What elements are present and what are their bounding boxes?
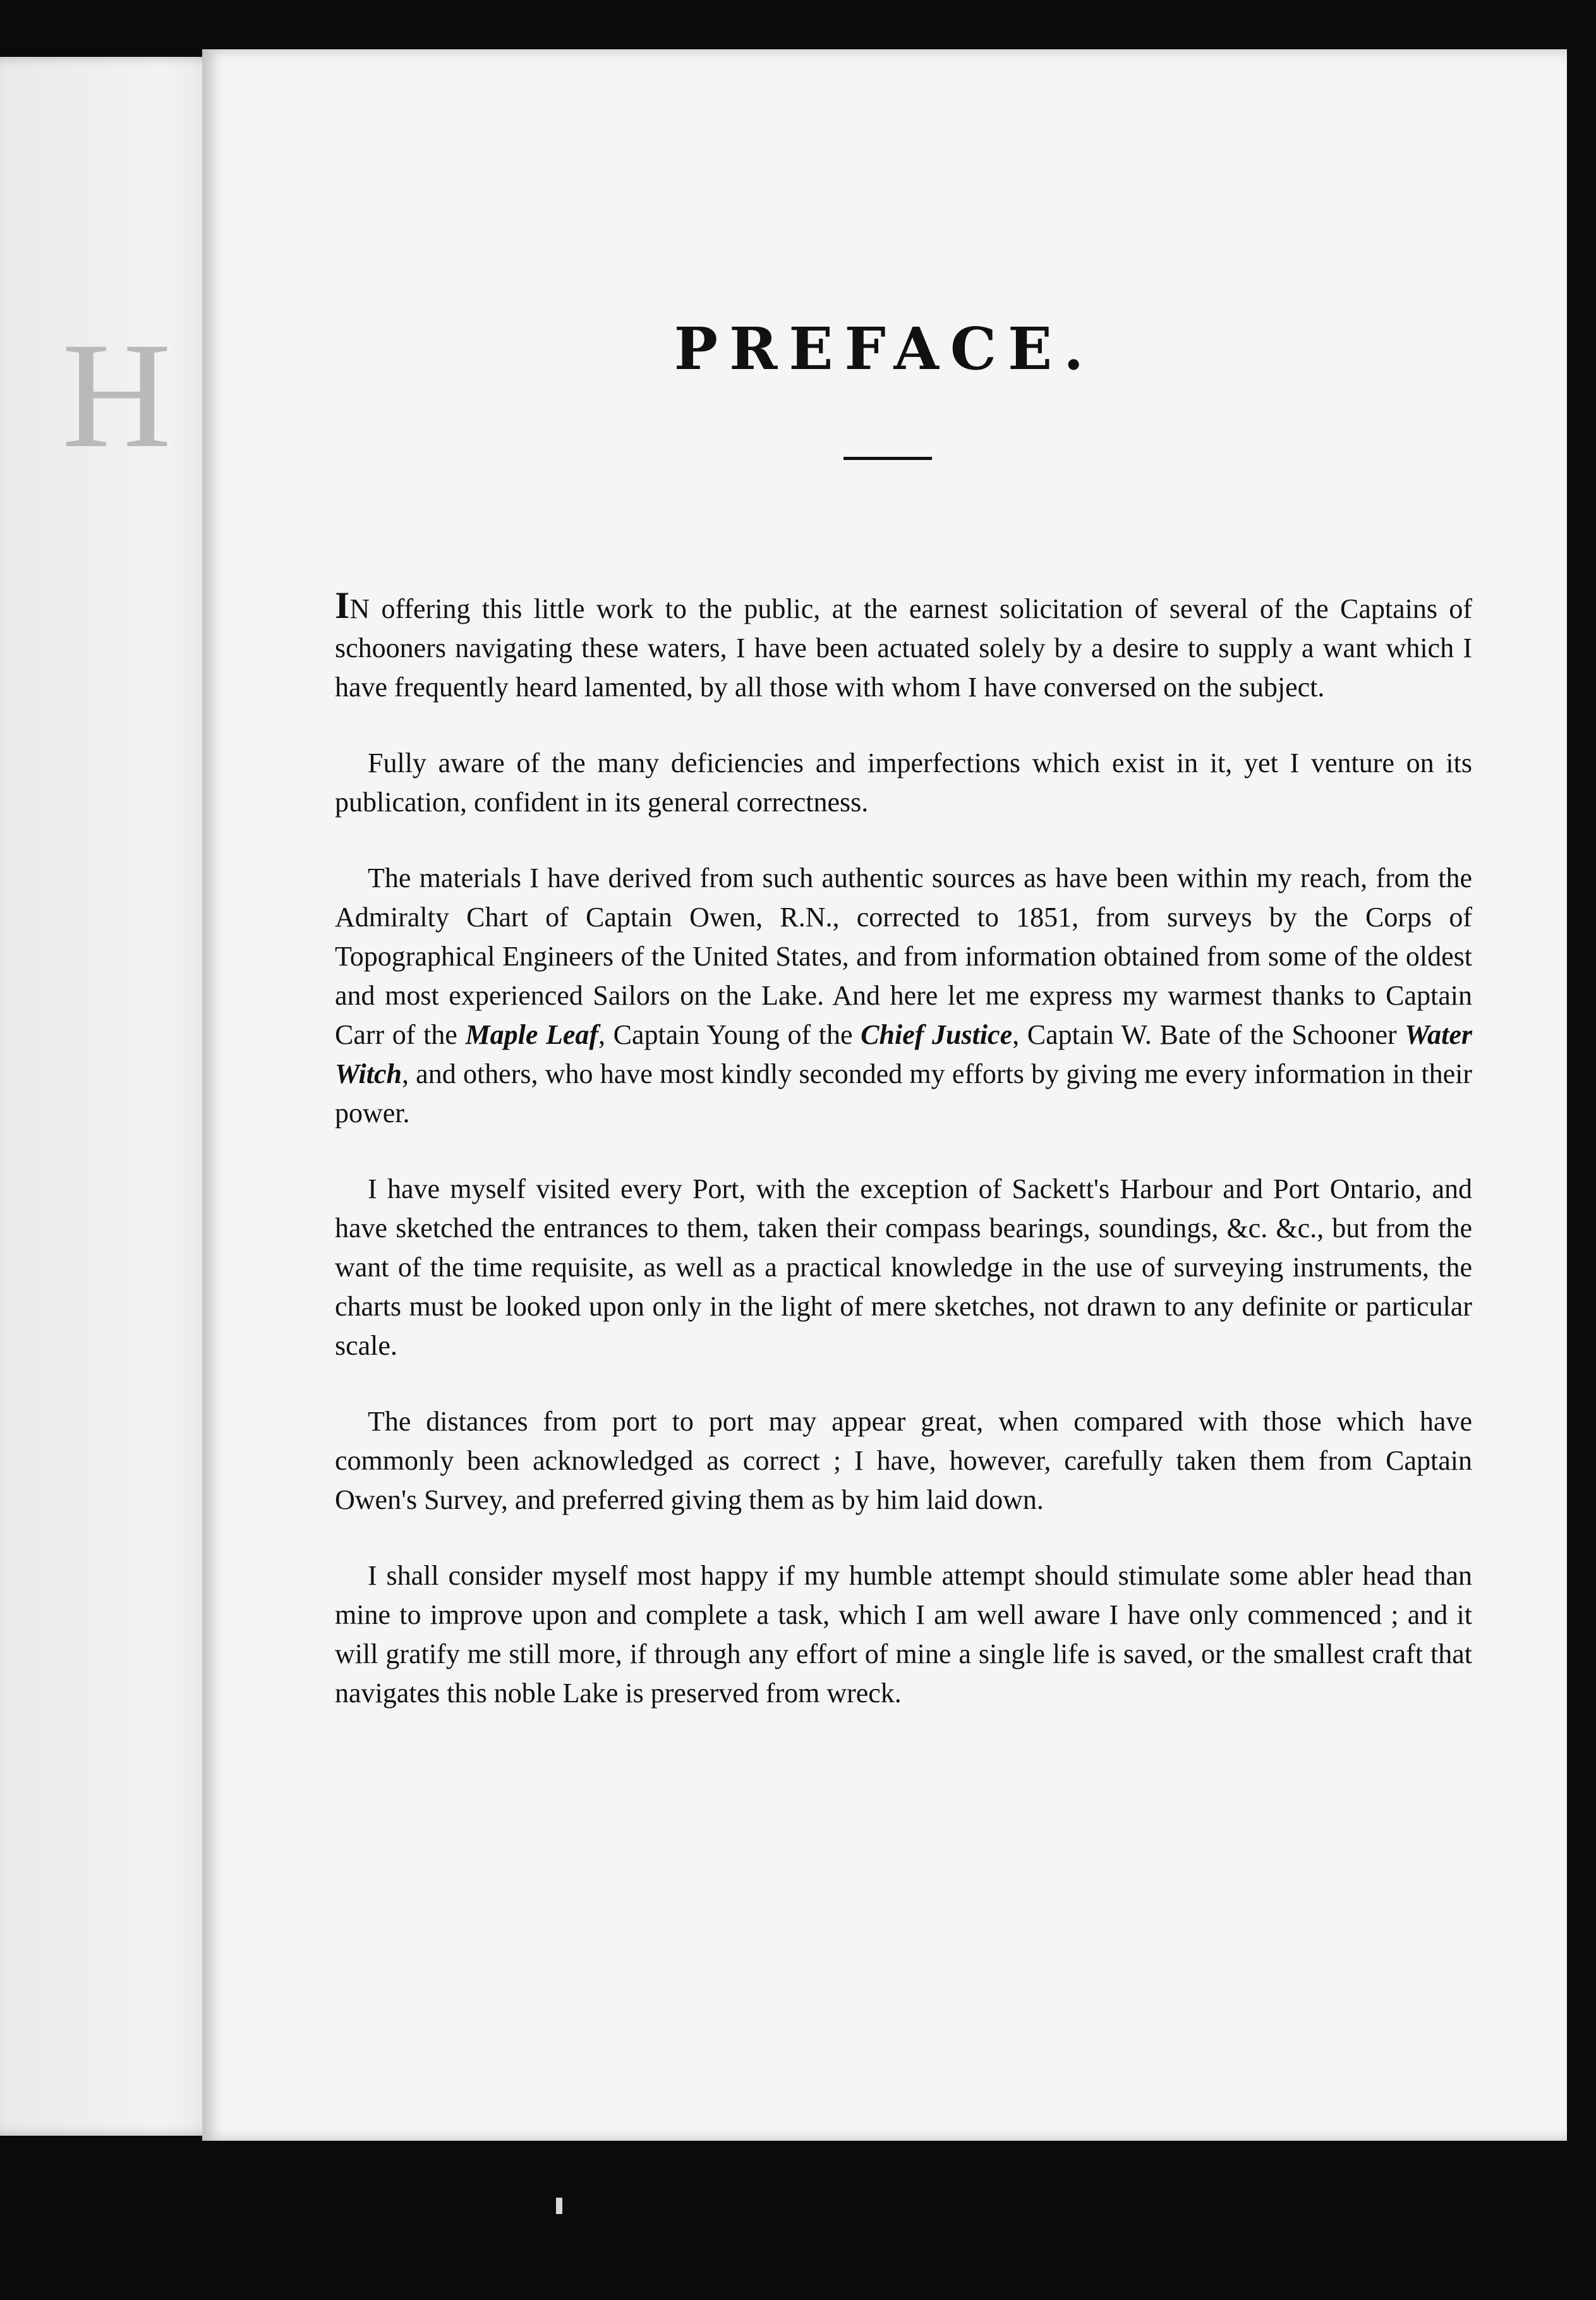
paragraph-1: IN offering this little work to the public, at the earnest solicitation of several of the Captains of schooners navigating these waters, I have been actuated solely by a desire to supply a want which I have frequently heard lamented, by all those with whom I have conversed on the subject.: [335, 584, 1472, 703]
ship-name: Maple Leaf: [465, 1019, 599, 1050]
paragraph-3: The materials I have derived from such authentic sources as have been within my reach, from the Admiralty Chart of Captain Owen, R.N., corrected to 1851, from surveys by the Corps of Topographical Engineers of the United States, and from information obtained from some of the oldest and most experienced Sailors on the Lake. And here let me express my warmest thanks to Captain Carr of the Maple Leaf, Captain Young of the Chief Justice, Captain W. Bate of the Schooner Water Witch, and others, who have most kindly seconded my efforts by giving me every information in their power.: [335, 862, 1472, 1129]
drop-cap: I: [335, 584, 350, 626]
ship-name: Chief Justice: [861, 1019, 1013, 1050]
title-rule: [843, 457, 932, 460]
paragraph-4: I have myself visited every Port, with the exception of Sackett's Harbour and Port Ontario, and have sketched the entrances to them, taken their compass bearings, soundings, &c. &c., but from the want of the time requisite, as well as a practical knowledge in the use of surveying instruments, the charts must be looked upon only in the light of mere sketches, not drawn to any definite or particular scale.: [335, 1173, 1472, 1361]
scan-mark: [556, 2198, 562, 2214]
page-title: PREFACE.: [674, 315, 1096, 383]
preface-page: [202, 49, 1567, 2141]
paragraph-5: The distances from port to port may appear great, when compared with those which have commonly been acknowledged as correct ; I have, however, carefully taken them from Captain Owen's Survey, and preferred giving them as by him laid down.: [335, 1406, 1472, 1515]
preface-text: [335, 584, 1472, 1750]
previous-page-letter-fragment: H: [62, 311, 172, 479]
paragraph-6: I shall consider myself most happy if my humble attempt should stimulate some abler head than mine to improve upon and complete a task, which I am well aware I have only commenced ; and it will gratify me still more, if through any effort of mine a single life is saved, or the smallest craft that navigates this noble Lake is preserved from wreck.: [335, 1560, 1472, 1709]
paragraph-2: Fully aware of the many deficiencies and imperfections which exist in it, yet I venture on its publication, confident in its general correctness.: [335, 748, 1472, 818]
ship-name: Water Witch: [335, 1019, 1472, 1089]
